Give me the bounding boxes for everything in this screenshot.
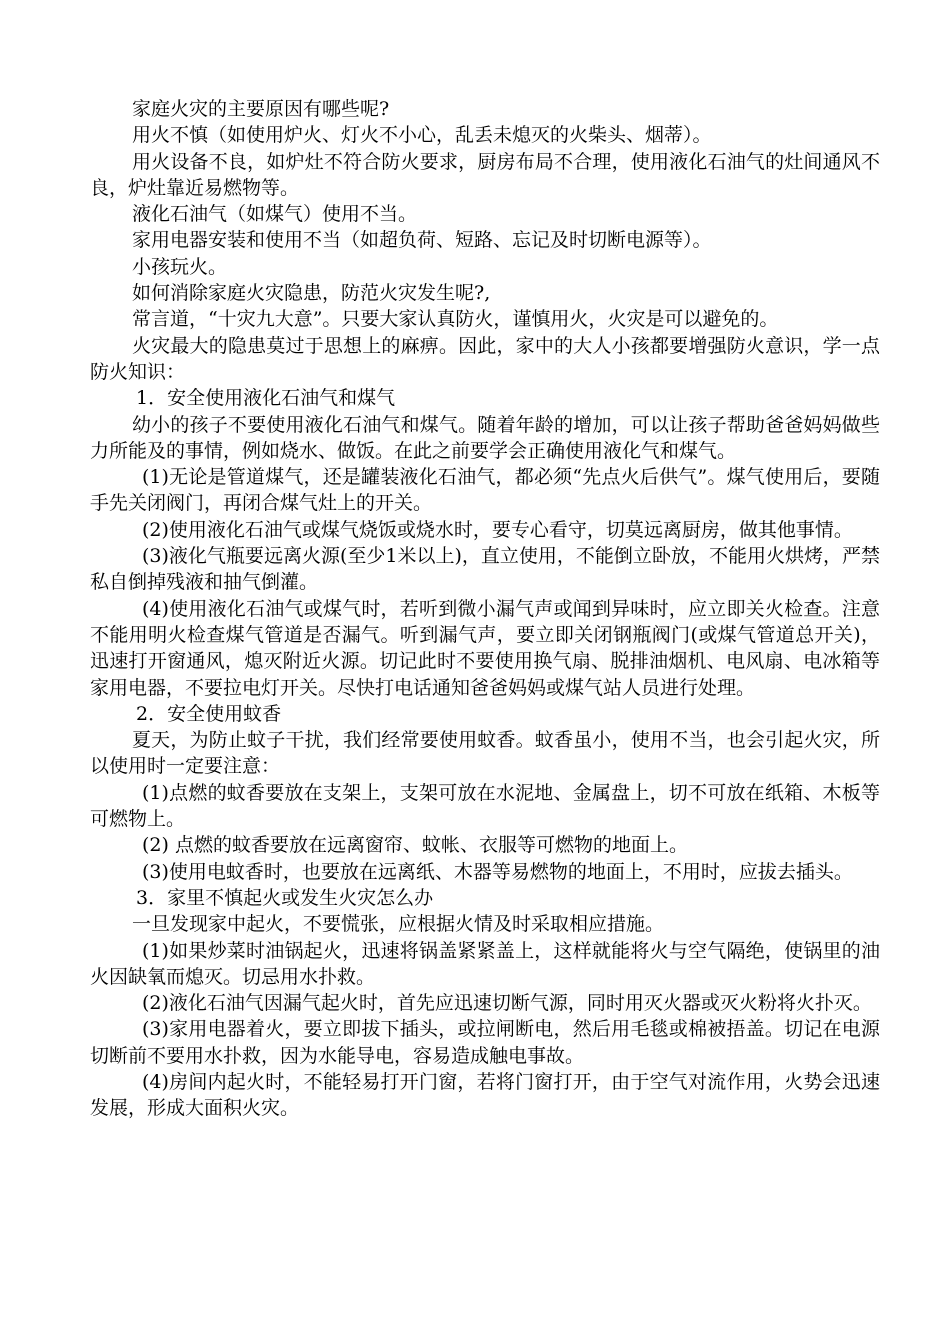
section-heading-fire-response: 3．家里不慎起火或发生火灾怎么办 xyxy=(136,886,434,909)
paragraph-cause-equipment: 用火设备不良，如炉灶不符合防火要求，厨房布局不合理，使用液化石油气的灶间通风不良，炉灶靠近易燃物等。 xyxy=(90,150,880,199)
paragraph-gas-intro: 幼小的孩子不要使用液化石油气和煤气。随着年龄的增加，可以让孩子帮助爸爸妈妈做些力所能及的事情，例如烧水、做饭。在此之前要学会正确使用液化气和煤气。 xyxy=(90,413,880,462)
paragraph-gas-rule-3: (3)液化气瓶要远离火源(至少1米以上)，直立使用，不能倒立卧放，不能用火烘烤，严禁私自倒掉残液和抽气倒灌。 xyxy=(90,545,880,594)
paragraph-cause-gas-misuse: 液化石油气（如煤气）使用不当。 xyxy=(132,203,418,226)
paragraph-gas-rule-4: (4)使用液化石油气或煤气时，若听到微小漏气声或闻到异味时，应立即关火检查。注意不能用明火检查煤气管道是否漏气。听到漏气声，要立即关闭钢瓶阀门(或煤气管道总开关)，迅速打开窗通风，熄灭附近火源。切记此时不要使用换气扇、脱排油烟机、电风扇、电冰箱等家用电器，不要拉电灯开关。尽快打电话通知爸爸妈妈或煤气站人员进行处理。 xyxy=(90,597,880,699)
paragraph-fire-rule-1: (1)如果炒菜时油锅起火，迅速将锅盖紧紧盖上，这样就能将火与空气隔绝，使锅里的油火因缺氧而熄灭。切忌用水扑救。 xyxy=(90,939,880,988)
section-heading-mosquito-coil: 2．安全使用蚊香 xyxy=(136,702,282,725)
paragraph-mosquito-rule-3: (3)使用电蚊香时，也要放在远离纸、木器等易燃物的地面上，不用时，应拔去插头。 xyxy=(142,860,853,883)
document-body xyxy=(90,96,880,1122)
paragraph-mosquito-rule-2: (2) 点燃的蚊香要放在远离窗帘、蚊帐、衣服等可燃物的地面上。 xyxy=(142,834,688,857)
paragraph-fire-intro: 一旦发现家中起火，不要慌张，应根据火情及时采取相应措施。 xyxy=(132,913,665,936)
paragraph-fire-rule-3: (3)家用电器着火，要立即拔下插头，或拉闸断电，然后用毛毯或棉被捂盖。切记在电源切断前不要用水扑救，因为水能导电，容易造成触电事故。 xyxy=(90,1018,880,1067)
paragraph-cause-children: 小孩玩火。 xyxy=(132,255,228,278)
paragraph-question-prevention: 如何消除家庭火灾隐患，防范火灾发生呢?, xyxy=(132,282,491,305)
paragraph-awareness: 火灾最大的隐患莫过于思想上的麻痹。因此，家中的大人小孩都要增强防火意识，学一点防火知识： xyxy=(90,334,880,383)
paragraph-cause-appliances: 家用电器安装和使用不当（如超负荷、短路、忘记及时切断电源等）。 xyxy=(132,229,712,252)
paragraph-mosquito-intro: 夏天，为防止蚊子干扰，我们经常要使用蚊香。蚊香虽小，使用不当，也会引起火灾，所以使用时一定要注意： xyxy=(90,729,880,778)
section-heading-gas: 1．安全使用液化石油气和煤气 xyxy=(136,387,396,410)
paragraph-gas-rule-1: (1)无论是管道煤气，还是罐装液化石油气，都必须“先点火后供气”。煤气使用后，要随手先关闭阀门，再闭合煤气灶上的开关。 xyxy=(90,466,880,515)
paragraph-gas-rule-2: (2)使用液化石油气或煤气烧饭或烧水时，要专心看守，切莫远离厨房，做其他事情。 xyxy=(142,518,853,541)
paragraph-saying: 常言道，“十灾九大意”。只要大家认真防火，谨慎用火，火灾是可以避免的。 xyxy=(132,308,779,331)
paragraph-fire-rule-2: (2)液化石油气因漏气起火时，首先应迅速切断气源，同时用灭火器或灭火粉将火扑灭。 xyxy=(142,992,872,1015)
paragraph-mosquito-rule-1: (1)点燃的蚊香要放在支架上，支架可放在水泥地、金属盘上，切不可放在纸箱、木板等可燃物上。 xyxy=(90,781,880,831)
paragraph-fire-rule-4: (4)房间内起火时，不能轻易打开门窗，若将门窗打开，由于空气对流作用，火势会迅速发展，形成大面积火灾。 xyxy=(90,1070,880,1120)
paragraph-question-causes: 家庭火灾的主要原因有哪些呢? xyxy=(132,98,390,120)
paragraph-cause-careless-fire: 用火不慎（如使用炉火、灯火不小心，乱丢未熄灭的火柴头、烟蒂）。 xyxy=(132,124,712,147)
